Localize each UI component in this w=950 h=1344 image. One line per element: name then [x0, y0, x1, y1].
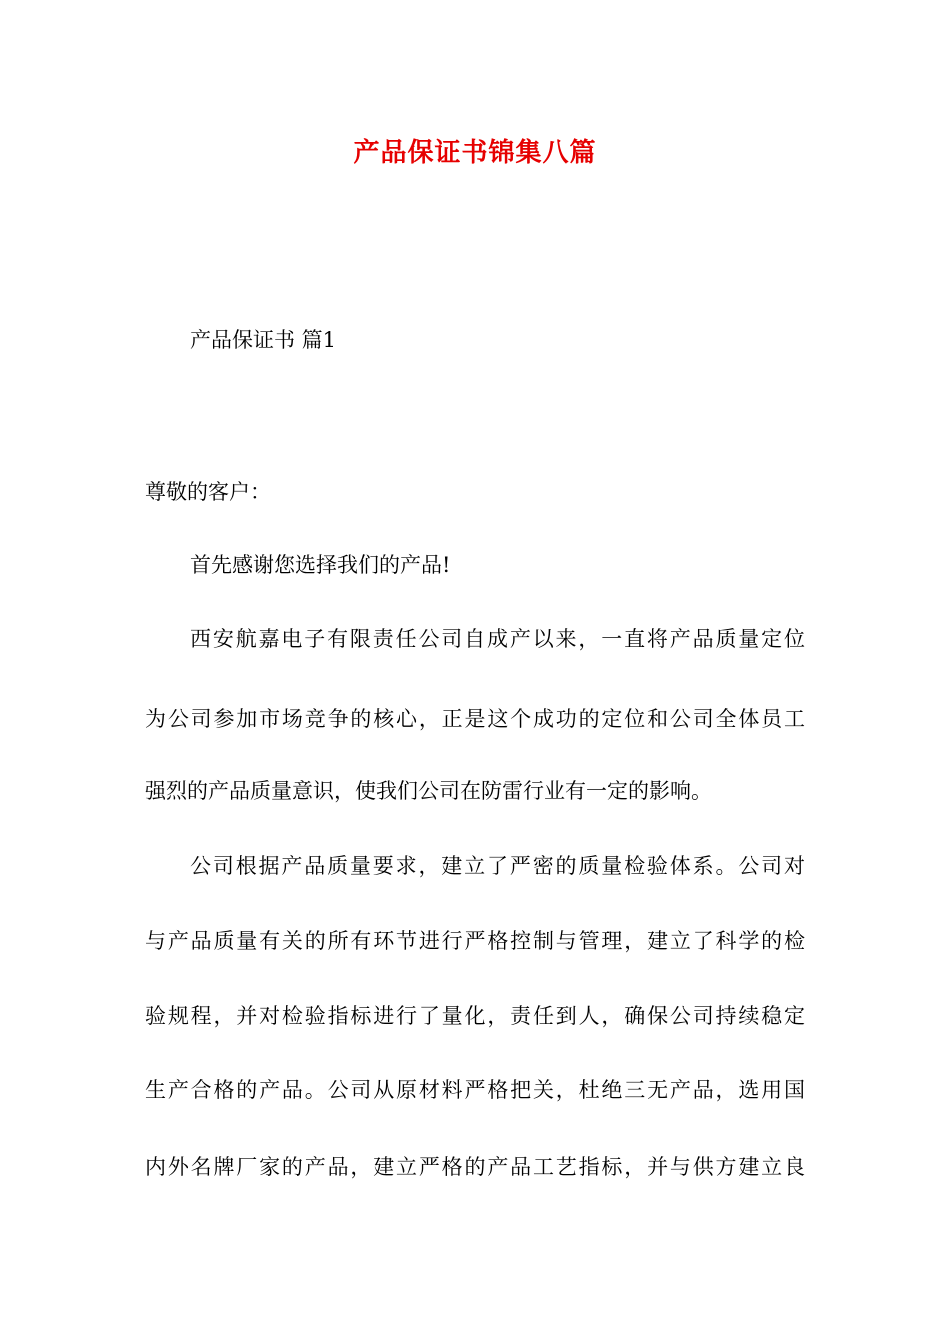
paragraph-line: 首先感谢您选择我们的产品!	[190, 553, 451, 577]
paragraph-line: 验规程，并对检验指标进行了量化，责任到人，确保公司持续稳定	[145, 1004, 805, 1028]
paragraph-line: 与产品质量有关的所有环节进行严格控制与管理，建立了科学的检	[145, 929, 805, 953]
paragraph-line: 为公司参加市场竞争的核心，正是这个成功的定位和公司全体员工	[145, 707, 805, 731]
paragraph-line: 强烈的产品质量意识，使我们公司在防雷行业有一定的影响。	[145, 779, 712, 803]
document-title: 产品保证书锦集八篇	[353, 138, 597, 168]
section-heading: 产品保证书 篇1	[190, 328, 337, 352]
paragraph-line: 西安航嘉电子有限责任公司自成产以来，一直将产品质量定位	[190, 627, 805, 651]
salutation: 尊敬的客户：	[145, 480, 271, 504]
paragraph-line: 公司根据产品质量要求，建立了严密的质量检验体系。公司对	[190, 854, 805, 878]
paragraph-line: 内外名牌厂家的产品，建立严格的产品工艺指标，并与供方建立良	[145, 1155, 805, 1179]
paragraph-line: 生产合格的产品。公司从原材料严格把关，杜绝三无产品，选用国	[145, 1078, 805, 1102]
